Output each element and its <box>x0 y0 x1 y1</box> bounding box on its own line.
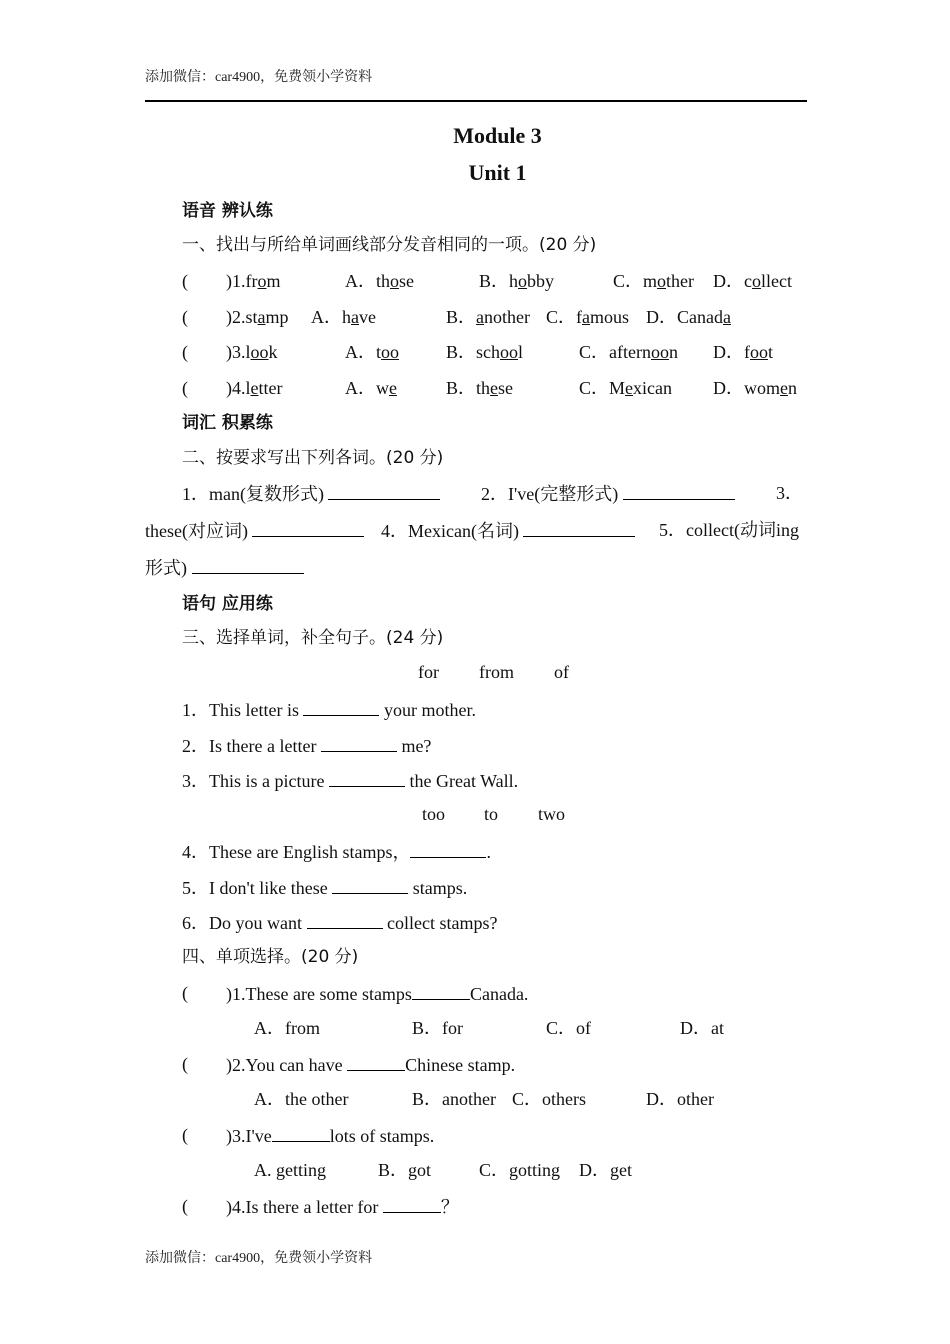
mc-q4-stem <box>226 1194 459 1219</box>
mc-q2-option-b[interactable]: B．another <box>412 1089 496 1109</box>
mc-q1-stem-pre: )1.These are some stamps <box>226 984 412 1004</box>
vocab-item-4-prompt: 4．Mexican(名词) <box>381 521 519 541</box>
fill-blank-6[interactable] <box>307 910 383 929</box>
mc-q1-paren: ( <box>182 983 188 1003</box>
phonics-row-3-word: )3.look <box>226 342 278 362</box>
fill-item-3-post: the Great Wall. <box>409 771 519 791</box>
phonics-row-3-paren: ( <box>182 342 188 362</box>
phonics-row-3-option-c[interactable]: C．afternoon <box>579 342 678 362</box>
vocab-item-3-prompt: these(对应词) <box>145 521 248 541</box>
fill-item-6-pre: 6．Do you want <box>182 913 302 933</box>
vocab-blank-3[interactable] <box>252 518 364 537</box>
mc-q2-option-a[interactable]: A．the other <box>254 1089 349 1109</box>
vocab-item-3-number: 3． <box>776 483 803 503</box>
mc-q3-blank[interactable] <box>272 1123 330 1142</box>
fill-item-5-post: stamps. <box>412 878 468 898</box>
vocab-item-5: 5．collect(动词ing <box>659 520 799 540</box>
section-3-heading: 语句 应用练 <box>182 594 273 614</box>
fill-item-3-pre: 3．This is a picture <box>182 771 325 791</box>
fill-item-4 <box>182 839 491 864</box>
phonics-row-3-option-b[interactable]: B．school <box>446 342 524 362</box>
phonics-row-1-paren: ( <box>182 271 188 291</box>
mc-q3-stem <box>226 1123 434 1148</box>
fill-item-6 <box>182 910 497 935</box>
page-footer-note: 添加微信：car4900，免费领小学资料 <box>145 1251 373 1266</box>
vocab-item-1 <box>182 481 440 506</box>
fill-blank-2[interactable] <box>321 733 397 752</box>
page-header-note: 添加微信：car4900，免费领小学资料 <box>145 70 373 85</box>
mc-q1-stem <box>226 981 528 1006</box>
fill-blank-3[interactable] <box>329 768 405 787</box>
mc-q1-option-c[interactable]: C．of <box>546 1018 591 1038</box>
phonics-row-2-option-d[interactable]: D．Canada <box>646 307 731 327</box>
fill-blank-4[interactable] <box>410 839 486 858</box>
vocab-item-4 <box>381 518 635 543</box>
fill-item-6-post: collect stamps? <box>387 913 498 933</box>
phonics-row-2-option-a[interactable]: A．have <box>311 307 376 327</box>
word-bank-2-too: too <box>422 804 446 824</box>
phonics-row-2-option-b[interactable]: B．another <box>446 307 530 327</box>
section-2-instruction: 二、按要求写出下列各词。(20 分) <box>182 448 444 468</box>
fill-item-1-post: your mother. <box>383 700 476 720</box>
vocab-blank-2[interactable] <box>623 481 735 500</box>
mc-q1-option-b[interactable]: B．for <box>412 1018 463 1038</box>
phonics-row-1-option-c[interactable]: C．mother <box>613 271 694 291</box>
mc-q4-paren: ( <box>182 1196 188 1216</box>
vocab-item-5-prompt-cont: 形式) <box>145 558 187 578</box>
phonics-row-4-option-c[interactable]: C．Mexican <box>579 378 672 398</box>
phonics-row-1-option-a[interactable]: A．those <box>345 271 414 291</box>
fill-item-3 <box>182 768 518 793</box>
fill-item-5 <box>182 875 467 900</box>
mc-q3-paren: ( <box>182 1125 188 1145</box>
section-1-heading: 语音 辨认练 <box>182 201 273 221</box>
mc-q2-paren: ( <box>182 1054 188 1074</box>
mc-q2-blank[interactable] <box>347 1052 405 1071</box>
phonics-row-4-option-a[interactable]: A．we <box>345 378 397 398</box>
section-3-instruction: 三、选择单词，补全句子。(24 分) <box>182 628 444 648</box>
vocab-item-1-prompt: 1．man(复数形式) <box>182 484 324 504</box>
unit-title: Unit 1 <box>468 160 527 185</box>
mc-q4-stem-pre: )4.Is there a letter for <box>226 1197 379 1217</box>
fill-item-2-pre: 2．Is there a letter <box>182 736 317 756</box>
vocab-blank-4[interactable] <box>523 518 635 537</box>
mc-q4-blank[interactable] <box>383 1194 441 1213</box>
fill-item-4-post: . <box>486 842 491 862</box>
vocab-blank-5[interactable] <box>192 555 304 574</box>
mc-q2-option-c[interactable]: C．others <box>512 1089 586 1109</box>
vocab-item-5-cont <box>145 555 304 580</box>
mc-q2-stem <box>226 1052 515 1077</box>
phonics-row-1-word: )1.from <box>226 271 281 291</box>
fill-blank-5[interactable] <box>332 875 408 894</box>
phonics-row-2-word: )2.stamp <box>226 307 289 327</box>
mc-q3-option-a[interactable]: A. getting <box>254 1160 326 1180</box>
section-4-instruction: 四、单项选择。(20 分) <box>182 947 359 967</box>
vocab-blank-1[interactable] <box>328 481 440 500</box>
phonics-row-4-option-d[interactable]: D．women <box>713 378 797 398</box>
fill-item-1 <box>182 697 476 722</box>
mc-q3-stem-post: lots of stamps. <box>329 1126 435 1146</box>
mc-q1-option-d[interactable]: D．at <box>680 1018 724 1038</box>
phonics-row-3-option-d[interactable]: D．foot <box>713 342 774 362</box>
mc-q1-blank[interactable] <box>412 981 470 1000</box>
fill-item-1-pre: 1．This letter is <box>182 700 299 720</box>
vocab-item-2-prompt: 2．I've(完整形式) <box>481 484 619 504</box>
mc-q3-option-d[interactable]: D．get <box>579 1160 632 1180</box>
phonics-row-4-word: )4.letter <box>226 378 283 398</box>
word-bank-1-from: from <box>479 662 514 682</box>
mc-q1-option-a[interactable]: A．from <box>254 1018 320 1038</box>
phonics-row-4-paren: ( <box>182 378 188 398</box>
phonics-row-1-option-d[interactable]: D．collect <box>713 271 792 291</box>
word-bank-2-two: two <box>538 804 565 824</box>
fill-item-5-pre: 5．I don't like these <box>182 878 328 898</box>
phonics-row-4-option-b[interactable]: B．these <box>446 378 514 398</box>
phonics-row-2-paren: ( <box>182 307 188 327</box>
section-1-instruction: 一、找出与所给单词画线部分发音相同的一项。(20 分) <box>182 235 597 255</box>
mc-q2-stem-post: Chinese stamp. <box>405 1055 516 1075</box>
fill-item-2 <box>182 733 431 758</box>
word-bank-2-to: to <box>484 804 499 824</box>
mc-q4-stem-post: ？ <box>440 1197 459 1217</box>
mc-q3-option-c[interactable]: C．gotting <box>479 1160 561 1180</box>
header-divider <box>145 100 807 102</box>
phonics-row-2-option-c[interactable]: C．famous <box>546 307 630 327</box>
mc-q2-option-d[interactable]: D．other <box>646 1089 714 1109</box>
word-bank-1-for: for <box>418 662 439 682</box>
fill-blank-1[interactable] <box>303 697 379 716</box>
phonics-row-1-option-b[interactable]: B．hobby <box>479 271 555 291</box>
mc-q1-stem-post: Canada. <box>469 984 529 1004</box>
fill-item-4-pre: 4．These are English stamps， <box>182 842 411 862</box>
mc-q3-stem-pre: )3.I've <box>226 1126 272 1146</box>
section-2-heading: 词汇 积累练 <box>182 413 273 433</box>
fill-item-2-post: me? <box>401 736 432 756</box>
module-title: Module 3 <box>453 123 542 148</box>
vocab-item-3 <box>145 518 364 543</box>
mc-q2-stem-pre: )2.You can have <box>226 1055 343 1075</box>
vocab-item-2 <box>481 481 735 506</box>
mc-q3-option-b[interactable]: B．got <box>378 1160 432 1180</box>
word-bank-1-of: of <box>554 662 569 682</box>
phonics-row-3-option-a[interactable]: A．too <box>345 342 399 362</box>
